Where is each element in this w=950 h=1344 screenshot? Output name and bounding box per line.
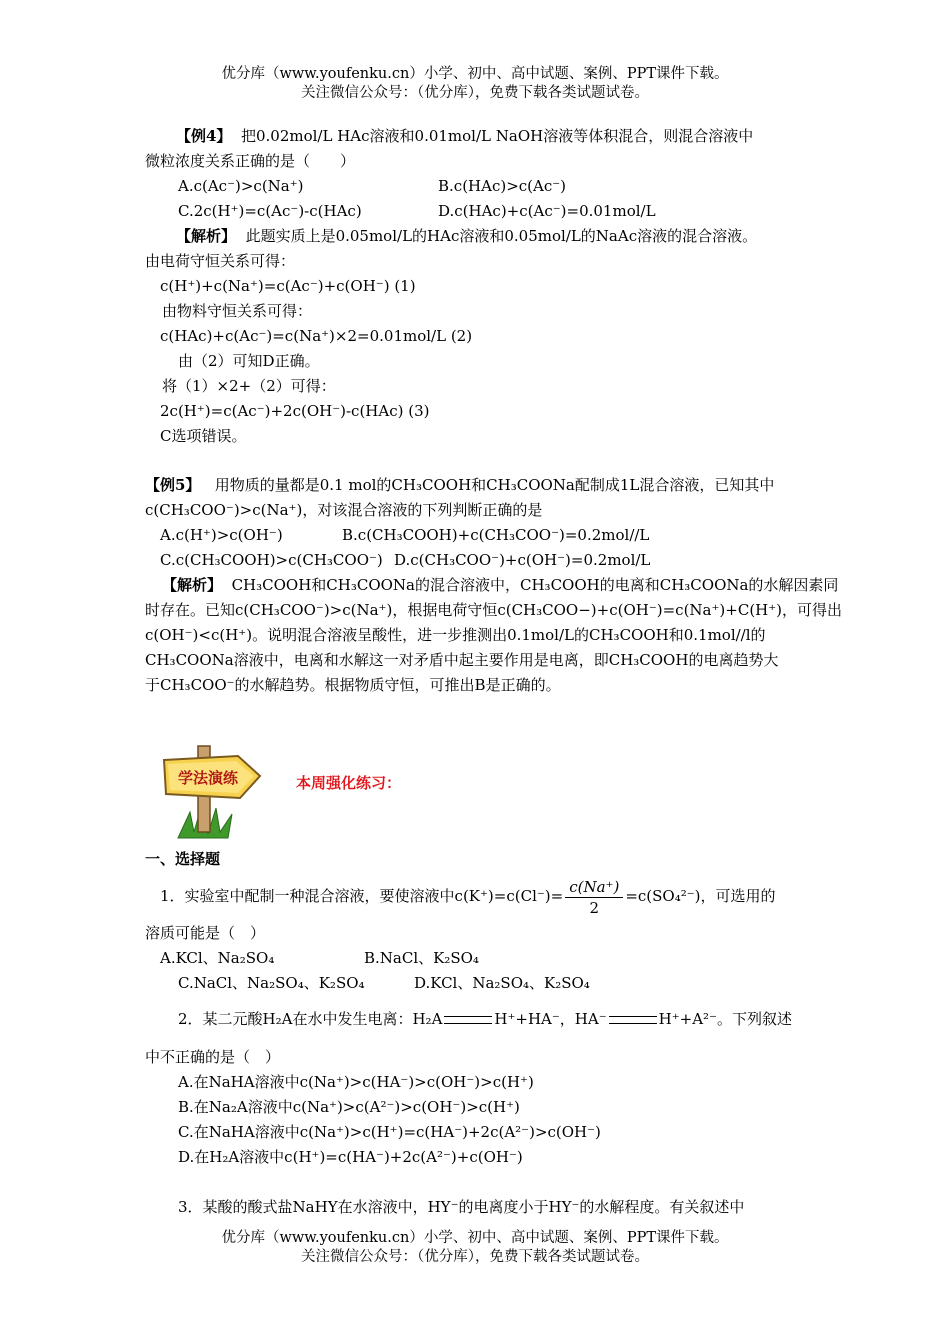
example-4-analysis-line-9: C选项错误。 [160, 427, 247, 445]
example-4-analysis-line-1 [176, 225, 757, 247]
equilibrium-arrow-icon [444, 1016, 492, 1024]
example-5-question-text: 用物质的量都是0.1 mol的CH₃COOH和CH₃COONa配制成1L混合溶液，已知其中 [214, 476, 775, 494]
question-1-fraction [565, 877, 623, 918]
section-heading-multiple-choice: 一、选择题 [145, 850, 221, 868]
practice-title: 本周强化练习： [296, 774, 402, 792]
question-1-stem: 1．实验室中配制一种混合溶液，要使溶液中c(K⁺)=c(Cl⁻)= [160, 887, 564, 905]
question-2-stem-end: H⁺+A²⁻。下列叙述 [658, 1010, 792, 1028]
example-4-question-line-1 [176, 125, 753, 147]
question-2-stem: 2．某二元酸H₂A在水中发生电离：H₂A [178, 1010, 443, 1028]
example-4-analysis-line-4: 由物料守恒关系可得： [162, 302, 313, 320]
example-4-equation-2: c(HAc)+c(Ac⁻)=c(Na⁺)×2=0.01mol/L (2) [160, 327, 473, 345]
example-4-question-line-2: 微粒浓度关系正确的是（ ） [145, 152, 356, 170]
example-5-analysis-line-3: c(OH⁻)<c(H⁺)。说明混合溶液呈酸性，进一步推测出0.1mol/L的CH₃COOH和0.1mol//l的 [145, 626, 766, 644]
example-4-option-c: C.2c(H⁺)=c(Ac⁻)-c(HAc) [178, 202, 362, 220]
example-4-tag: 【例4】 [176, 127, 232, 145]
example-5-tag: 【例5】 [145, 476, 201, 494]
question-1-line-2: 溶质可能是（ ） [145, 924, 266, 942]
question-2-stem-mid: H⁺+HA⁻，HA⁻ [494, 1010, 607, 1028]
header-line-1: 优分库（www.youfenku.cn）小学、初中、高中试题、案例、PPT课件下载。 [221, 66, 729, 82]
example-4-analysis-tag: 【解析】 [176, 227, 237, 245]
example-4-analysis-text: 此题实质上是0.05mol/L的HAc溶液和0.05mol/L的NaAc溶液的混合溶液。 [245, 227, 758, 245]
example-5-question-line-1 [145, 474, 774, 496]
example-5-question-line-2: c(CH₃COO⁻)>c(Na⁺)，对该混合溶液的下列判断正确的是 [145, 501, 543, 519]
question-1-stem-end: =c(SO₄²⁻)，可选用的 [625, 887, 776, 905]
question-1-option-a: A.KCl、Na₂SO₄ [160, 949, 275, 967]
example-5-analysis-tag: 【解析】 [162, 576, 223, 594]
question-1-line-1 [160, 874, 776, 918]
example-4-question-text: 把0.02mol/L HAc溶液和0.01mol/L NaOH溶液等体积混合，则混合溶液中 [240, 127, 754, 145]
fraction-numerator: c(Na⁺) [565, 877, 623, 898]
example-4-option-d: D.c(HAc)+c(Ac⁻)=0.01mol/L [438, 202, 656, 220]
example-4-option-a: A.c(Ac⁻)>c(Na⁺) [178, 177, 304, 195]
header-line-2: 关注微信公众号：（优分库），免费下载各类试题试卷。 [301, 85, 649, 101]
example-5-analysis-text: CH₃COOH和CH₃COONa的混合溶液中，CH₃COOH的电离和CH₃COONa的水解因素同 [231, 576, 839, 594]
example-4-equation-1: c(H⁺)+c(Na⁺)=c(Ac⁻)+c(OH⁻) (1) [160, 277, 416, 295]
question-2-option-a: A.在NaHA溶液中c(Na⁺)>c(HA⁻)>c(OH⁻)>c(H⁺) [178, 1073, 534, 1091]
example-5-option-a: A.c(H⁺)>c(OH⁻) [160, 526, 283, 544]
question-1-option-d: D.KCl、Na₂SO₄、K₂SO₄ [414, 974, 590, 992]
example-4-analysis-line-2: 由电荷守恒关系可得： [145, 252, 296, 270]
example-5-option-b: B.c(CH₃COOH)+c(CH₃COO⁻)=0.2mol//L [342, 526, 650, 544]
example-5-analysis-line-1 [162, 574, 838, 596]
equilibrium-arrow-icon [609, 1016, 657, 1024]
example-4-analysis-line-7: 将（1）×2+（2）可得： [162, 377, 336, 395]
example-5-analysis-line-4: CH₃COONa溶液中，电离和水解这一对矛盾中起主要作用是电离，即CH₃COOH的电离趋势大 [145, 651, 779, 669]
question-1-option-c: C.NaCl、Na₂SO₄、K₂SO₄ [178, 974, 365, 992]
example-4-option-b: B.c(HAc)>c(Ac⁻) [438, 177, 567, 195]
fraction-denominator: 2 [589, 898, 600, 917]
example-5-analysis-line-2: 时存在。已知c(CH₃COO⁻)>c(Na⁺)，根据电荷守恒c(CH₃COO−)+c(OH⁻)=c(Na⁺)+C(H⁺)，可得出 [145, 601, 843, 619]
question-1-option-b: B.NaCl、K₂SO₄ [364, 949, 479, 967]
example-5-analysis-line-5: 于CH₃COO⁻的水解趋势。根据物质守恒，可推出B是正确的。 [145, 676, 561, 694]
question-2-line-1 [178, 1008, 792, 1030]
example-5-option-d: D.c(CH₃COO⁻)+c(OH⁻)=0.2mol/L [394, 551, 651, 569]
study-practice-sign-icon [160, 742, 264, 842]
footer-line-2: 关注微信公众号：（优分库），免费下载各类试题试卷。 [301, 1249, 649, 1265]
question-2-option-c: C.在NaHA溶液中c(Na⁺)>c(H⁺)=c(HA⁻)+2c(A²⁻)>c(OH⁻) [178, 1123, 601, 1141]
question-2-option-b: B.在Na₂A溶液中c(Na⁺)>c(A²⁻)>c(OH⁻)>c(H⁺) [178, 1098, 520, 1116]
example-5-option-c: C.c(CH₃COOH)>c(CH₃COO⁻) [160, 551, 383, 569]
question-2-line-2: 中不正确的是（ ） [145, 1048, 281, 1066]
footer-line-1: 优分库（www.youfenku.cn）小学、初中、高中试题、案例、PPT课件下载。 [221, 1230, 729, 1246]
example-4-analysis-line-6: 由（2）可知D正确。 [178, 352, 320, 370]
question-2-option-d: D.在H₂A溶液中c(H⁺)=c(HA⁻)+2c(A²⁻)+c(OH⁻) [178, 1148, 523, 1166]
question-3-line-1: 3．某酸的酸式盐NaHY在水溶液中，HY⁻的电离度小于HY⁻的水解程度。有关叙述中 [178, 1198, 745, 1216]
sign-text: 学法演练 [177, 769, 239, 787]
example-4-equation-3: 2c(H⁺)=c(Ac⁻)+2c(OH⁻)-c(HAc) (3) [160, 402, 430, 420]
